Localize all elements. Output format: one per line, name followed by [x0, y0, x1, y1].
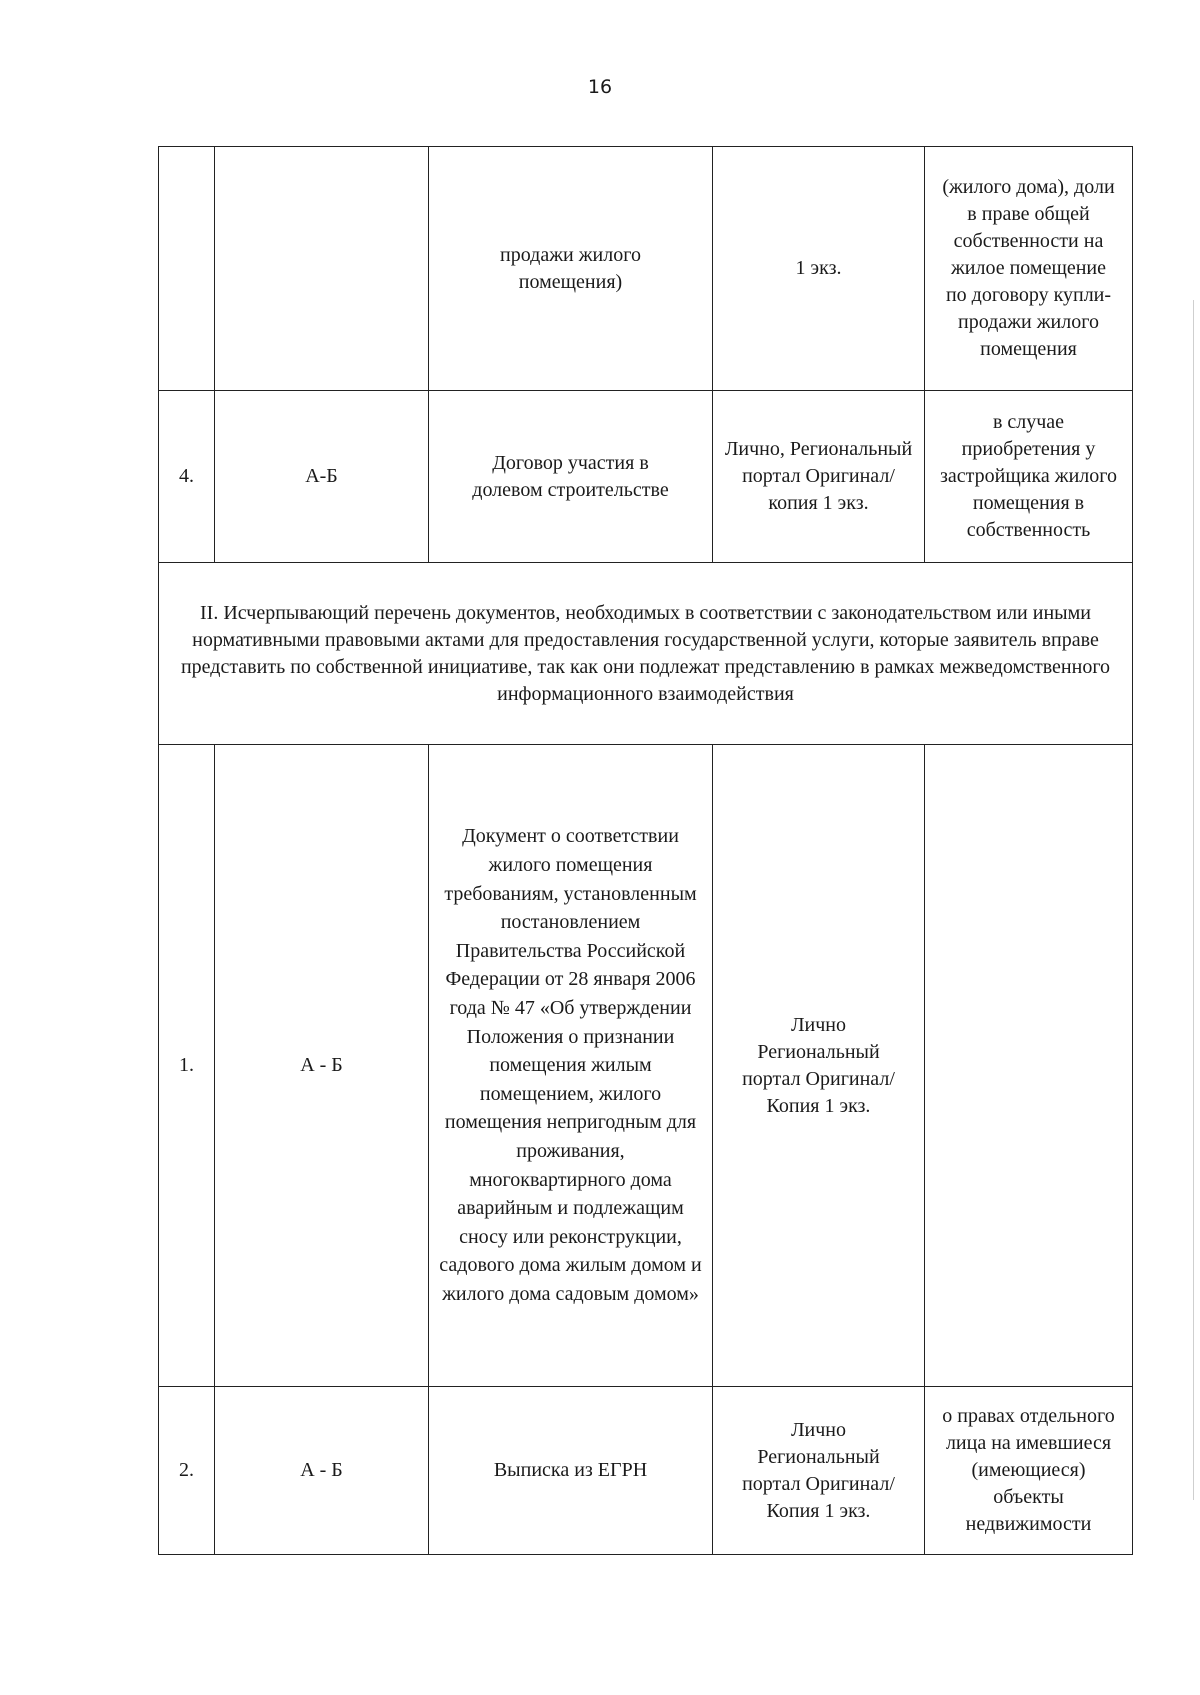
- method-cell: Лично Региональный портал Оригинал/Копия 1 экз.: [713, 1387, 925, 1555]
- section-title: II. Исчерпывающий перечень документов, необходимых в соответствии с законодательством или иными нормативными правовыми актами для предоставления государственной услуги, которые заявитель вправе представить по собственной инициативе, так как они подлежат представлению в рамках межведомственного информационного взаимодействия: [159, 563, 1133, 745]
- document-cell: Договор участия в долевом строительстве: [429, 391, 713, 563]
- note-cell: [925, 745, 1133, 1387]
- method-cell: Лично, Региональный портал Оригинал/копия 1 экз.: [713, 391, 925, 563]
- method-cell: Лично Региональный портал Оригинал/Копия 1 экз.: [713, 745, 925, 1387]
- category-cell: [215, 147, 429, 391]
- documents-table: [158, 146, 1133, 1555]
- scan-edge-line: [1193, 300, 1194, 1500]
- method-cell: 1 экз.: [713, 147, 925, 391]
- row-number-cell: 2.: [159, 1387, 215, 1555]
- document-cell: продажи жилого помещения): [429, 147, 713, 391]
- category-cell: А - Б: [215, 745, 429, 1387]
- table-row: [159, 147, 1133, 391]
- row-number-cell: 1.: [159, 745, 215, 1387]
- table-row: [159, 745, 1133, 1387]
- table-row: [159, 391, 1133, 563]
- page-number: 16: [587, 76, 613, 98]
- note-cell: в случае приобретения у застройщика жилого помещения в собственность: [925, 391, 1133, 563]
- table-row: [159, 1387, 1133, 1555]
- row-number-cell: 4.: [159, 391, 215, 563]
- document-cell: Документ о соответствии жилого помещения требованиям, установленным постановлением Правительства Российской Федерации от 28 января 2006 года № 47 «Об утверждении Положения о признании помещения жилым помещением, жилого помещения непригодным для проживания, многоквартирного дома аварийным и подлежащим сносу или реконструкции, садового дома жилым домом и жилого дома садовым домом»: [429, 745, 713, 1387]
- note-cell: о правах отдельного лица на имевшиеся (имеющиеся) объекты недвижимости: [925, 1387, 1133, 1555]
- note-cell: (жилого дома), доли в праве общей собственности на жилое помещение по договору купли-продажи жилого помещения: [925, 147, 1133, 391]
- row-number-cell: [159, 147, 215, 391]
- document-cell: Выписка из ЕГРН: [429, 1387, 713, 1555]
- category-cell: А - Б: [215, 1387, 429, 1555]
- category-cell: А-Б: [215, 391, 429, 563]
- section-header-row: [159, 563, 1133, 745]
